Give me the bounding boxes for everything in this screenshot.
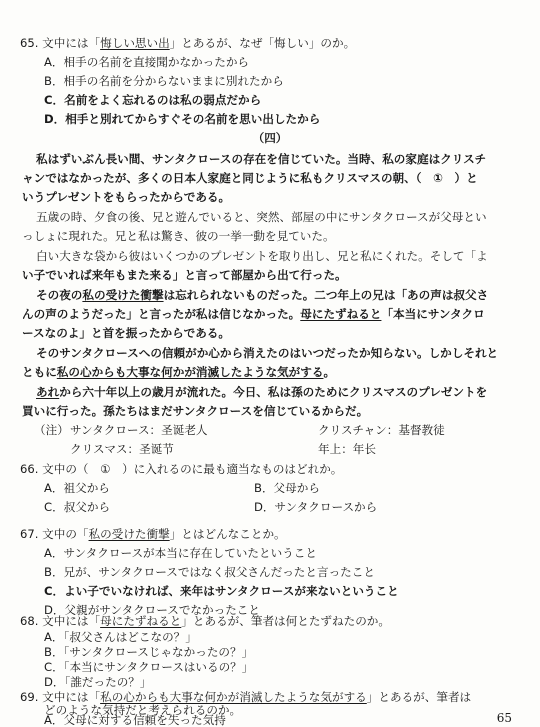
passage-line: っしょに現れた。兄と私は驚き、彼の一挙一動を見ていた。 bbox=[22, 229, 335, 243]
option-b: B．相手の名前を分からないままに別れたから bbox=[44, 74, 284, 88]
passage-line: ースなのよ」と首を振ったからである。 bbox=[22, 326, 230, 340]
stem-text: 文中には「 bbox=[42, 36, 101, 50]
option-d: D．サンタクロースから bbox=[254, 500, 378, 514]
stem-text: 」とあるが、筆者は bbox=[366, 690, 472, 704]
text: 。 bbox=[323, 365, 336, 379]
section-heading: （四） bbox=[252, 131, 288, 145]
stem-text: 文中には「 bbox=[42, 614, 101, 628]
question-number: 68. bbox=[20, 614, 39, 628]
stem-text: 」とあるが、なぜ「悔しい」のか。 bbox=[169, 36, 356, 50]
underlined-phrase: 母にたずねると bbox=[300, 307, 382, 321]
stem-text: 」とはどんなことか。 bbox=[169, 527, 286, 541]
note-item: 年上：年长 bbox=[318, 442, 376, 456]
option-c: C．名前をよく忘れるのは私の弱点だから bbox=[44, 93, 262, 107]
text: んの声のようだった」と言ったが私は信じなかった。 bbox=[22, 307, 301, 321]
option-a: A．相手の名前を直接聞かなかったから bbox=[44, 55, 250, 69]
note-item: サンタクロース：圣诞老人 bbox=[70, 423, 208, 437]
stem-text: 文中には「 bbox=[42, 690, 101, 704]
passage-line: 白い大きな袋から彼はいくつかのプレゼントを取り出し、兄と私にくれた。そして「よ bbox=[36, 249, 488, 263]
passage-line: いうプレゼントをもらったからである。 bbox=[22, 190, 231, 204]
passage-line bbox=[22, 365, 335, 380]
option-b: B．父母から bbox=[254, 481, 320, 495]
passage-line bbox=[22, 307, 485, 322]
stem-text: 」とあるが、筆者は何とたずねたのか。 bbox=[181, 614, 390, 628]
option-d: D．相手と別れてからすぐその名前を思い出したから bbox=[44, 112, 321, 126]
option-b: B．兄が、サンタクロースではなく叔父さんだったと言ったこと bbox=[44, 565, 375, 579]
option-c: C．叔父から bbox=[44, 500, 111, 514]
option-c: C．「本当にサンタクロースはいるの？」 bbox=[44, 660, 254, 674]
passage-line bbox=[36, 385, 487, 400]
question-67-stem bbox=[20, 527, 286, 542]
underlined-phrase: 悔しい思い出 bbox=[100, 36, 170, 50]
question-number: 66. bbox=[20, 462, 39, 476]
passage-line: ャンではなかったが、多くの日本人家庭と同じように私もクリスマスの朝、（ ① ）と bbox=[22, 171, 478, 185]
question-number: 67. bbox=[20, 527, 39, 541]
question-66-stem bbox=[20, 462, 342, 477]
passage-line: 五歳の時、夕食の後、兄と遊んでいると、突然、部屋の中にサンタクロースが父母とい bbox=[36, 210, 487, 224]
option-a: A．「叔父さんはどこなの？」 bbox=[44, 630, 197, 644]
note-item: クリスマス：圣诞节 bbox=[70, 442, 174, 456]
question-number: 69. bbox=[20, 690, 43, 704]
underlined-phrase: 母にたずねると bbox=[100, 614, 182, 628]
question-68-stem bbox=[20, 614, 390, 629]
option-b: B．「サンタクロースじゃなかったの？」 bbox=[44, 645, 254, 659]
passage-line: 私はずいぶん長い間、サンタクロースの存在を信じていた。当時、私の家庭はクリスチ bbox=[36, 152, 487, 166]
text: ともに bbox=[22, 365, 57, 379]
underlined-phrase: 私の受けた衝撃 bbox=[82, 288, 164, 302]
option-a: A．祖父から bbox=[44, 481, 110, 495]
option-d: D．父親がサンタクロースでなかったこと bbox=[44, 603, 260, 617]
note-item: クリスチャン：基督教徒 bbox=[318, 423, 445, 437]
text: から六十年以上の歳月が流れた。今日、私は孫のためにクリスマスのプレゼントを bbox=[59, 385, 488, 399]
stem-text: 文中の「 bbox=[42, 527, 89, 541]
text: は忘れられないものだった。二つ年上の兄は「あの声は叔父さ bbox=[163, 288, 489, 302]
page-number: 65 bbox=[496, 711, 512, 725]
question-number: 65. bbox=[20, 36, 39, 50]
passage-line: 買いに行った。孫たちはまだサンタクロースを信じているからだ。 bbox=[22, 404, 369, 418]
option-d: D．「誰だったの？」 bbox=[44, 675, 152, 689]
text: 「本当にサンタクロ bbox=[381, 307, 485, 321]
option-a: A．父母に対する信頼を失った気持 bbox=[44, 713, 226, 727]
underlined-phrase: 私の受けた衝撃 bbox=[88, 527, 170, 541]
note-label: （注） bbox=[34, 423, 69, 437]
underlined-phrase: 私の心からも大事な何かが消滅したような気がする bbox=[100, 690, 367, 704]
passage-line: そのサンタクロースへの信頼がか心から消えたのはいつだったか知らない。しかしそれと bbox=[36, 346, 499, 360]
underlined-phrase: 私の心からも大事な何かが消滅したような気がする bbox=[56, 365, 324, 379]
stem-text: 文中の（ ① ）に入れるのに最も適当なものはどれか。 bbox=[42, 462, 343, 476]
passage-line: い子でいれば来年もまた来る」と言って部屋から出て行った。 bbox=[22, 268, 347, 282]
underlined-phrase: あれ bbox=[36, 385, 60, 399]
option-c: C．よい子でいなければ、来年はサンタクロースが来ないということ bbox=[44, 584, 399, 598]
text: その夜の bbox=[36, 288, 83, 302]
passage-line bbox=[36, 288, 488, 303]
option-a: A．サンタクロースが本当に存在していたということ bbox=[44, 546, 317, 560]
question-69-stem-cont: どのような気持だと考えられるのか。 bbox=[44, 703, 242, 717]
question-65-stem bbox=[20, 36, 355, 51]
